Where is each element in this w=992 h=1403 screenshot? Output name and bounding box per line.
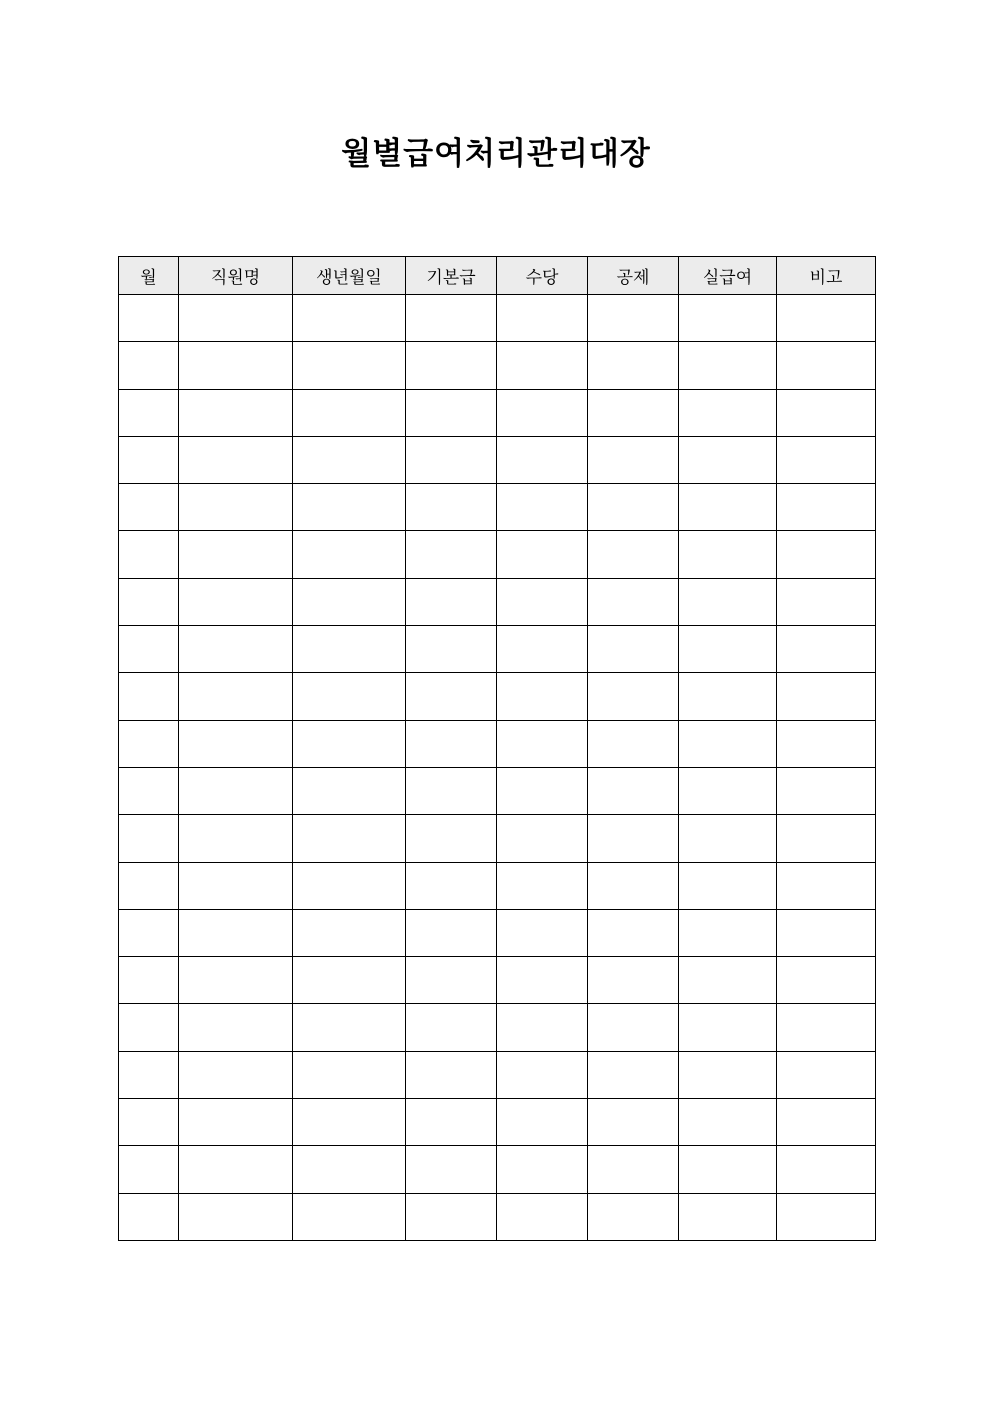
cell-birth-date[interactable] bbox=[293, 909, 406, 956]
cell-employee-name[interactable] bbox=[179, 531, 293, 578]
cell-remarks[interactable] bbox=[777, 1146, 876, 1193]
cell-allowance[interactable] bbox=[497, 862, 588, 909]
cell-birth-date[interactable] bbox=[293, 1193, 406, 1240]
header-birth-date: 생년월일 bbox=[293, 257, 406, 295]
cell-base-pay[interactable] bbox=[406, 626, 497, 673]
cell-deduction[interactable] bbox=[588, 484, 679, 531]
cell-allowance[interactable] bbox=[497, 1051, 588, 1098]
cell-base-pay[interactable] bbox=[406, 1051, 497, 1098]
cell-net-pay[interactable] bbox=[679, 484, 777, 531]
table-row bbox=[119, 957, 876, 1004]
cell-birth-date[interactable] bbox=[293, 484, 406, 531]
header-remarks: 비고 bbox=[777, 257, 876, 295]
cell-employee-name[interactable] bbox=[179, 342, 293, 389]
cell-birth-date[interactable] bbox=[293, 389, 406, 436]
cell-remarks[interactable] bbox=[777, 1193, 876, 1240]
cell-deduction[interactable] bbox=[588, 673, 679, 720]
cell-remarks[interactable] bbox=[777, 484, 876, 531]
header-allowance: 수당 bbox=[497, 257, 588, 295]
cell-deduction[interactable] bbox=[588, 1099, 679, 1146]
cell-month[interactable] bbox=[119, 815, 179, 862]
cell-employee-name[interactable] bbox=[179, 862, 293, 909]
cell-base-pay[interactable] bbox=[406, 767, 497, 814]
cell-deduction[interactable] bbox=[588, 389, 679, 436]
table-row bbox=[119, 1051, 876, 1098]
cell-birth-date[interactable] bbox=[293, 531, 406, 578]
header-month: 월 bbox=[119, 257, 179, 295]
cell-base-pay[interactable] bbox=[406, 1146, 497, 1193]
cell-remarks[interactable] bbox=[777, 1004, 876, 1051]
cell-deduction[interactable] bbox=[588, 436, 679, 483]
cell-remarks[interactable] bbox=[777, 767, 876, 814]
table-row bbox=[119, 1099, 876, 1146]
cell-remarks[interactable] bbox=[777, 1099, 876, 1146]
cell-employee-name[interactable] bbox=[179, 389, 293, 436]
cell-deduction[interactable] bbox=[588, 1146, 679, 1193]
cell-month[interactable] bbox=[119, 909, 179, 956]
cell-remarks[interactable] bbox=[777, 531, 876, 578]
cell-month[interactable] bbox=[119, 1099, 179, 1146]
table-body bbox=[119, 295, 876, 1241]
cell-month[interactable] bbox=[119, 436, 179, 483]
cell-base-pay[interactable] bbox=[406, 342, 497, 389]
table-row bbox=[119, 1146, 876, 1193]
cell-remarks[interactable] bbox=[777, 342, 876, 389]
cell-employee-name[interactable] bbox=[179, 626, 293, 673]
cell-net-pay[interactable] bbox=[679, 531, 777, 578]
header-deduction: 공제 bbox=[588, 257, 679, 295]
table-row bbox=[119, 436, 876, 483]
cell-net-pay[interactable] bbox=[679, 862, 777, 909]
cell-birth-date[interactable] bbox=[293, 957, 406, 1004]
cell-net-pay[interactable] bbox=[679, 815, 777, 862]
header-employee-name: 직원명 bbox=[179, 257, 293, 295]
cell-allowance[interactable] bbox=[497, 720, 588, 767]
cell-base-pay[interactable] bbox=[406, 957, 497, 1004]
cell-deduction[interactable] bbox=[588, 862, 679, 909]
cell-allowance[interactable] bbox=[497, 957, 588, 1004]
cell-net-pay[interactable] bbox=[679, 436, 777, 483]
cell-base-pay[interactable] bbox=[406, 909, 497, 956]
cell-birth-date[interactable] bbox=[293, 626, 406, 673]
cell-remarks[interactable] bbox=[777, 578, 876, 625]
cell-net-pay[interactable] bbox=[679, 1051, 777, 1098]
table-row bbox=[119, 1193, 876, 1240]
cell-birth-date[interactable] bbox=[293, 720, 406, 767]
cell-employee-name[interactable] bbox=[179, 484, 293, 531]
table-row bbox=[119, 342, 876, 389]
cell-net-pay[interactable] bbox=[679, 909, 777, 956]
cell-employee-name[interactable] bbox=[179, 436, 293, 483]
cell-deduction[interactable] bbox=[588, 957, 679, 1004]
cell-allowance[interactable] bbox=[497, 767, 588, 814]
cell-net-pay[interactable] bbox=[679, 342, 777, 389]
cell-net-pay[interactable] bbox=[679, 626, 777, 673]
cell-employee-name[interactable] bbox=[179, 957, 293, 1004]
cell-net-pay[interactable] bbox=[679, 578, 777, 625]
cell-deduction[interactable] bbox=[588, 1051, 679, 1098]
header-base-pay: 기본급 bbox=[406, 257, 497, 295]
cell-month[interactable] bbox=[119, 626, 179, 673]
cell-remarks[interactable] bbox=[777, 295, 876, 342]
table-row bbox=[119, 720, 876, 767]
cell-base-pay[interactable] bbox=[406, 436, 497, 483]
cell-deduction[interactable] bbox=[588, 626, 679, 673]
cell-month[interactable] bbox=[119, 957, 179, 1004]
cell-remarks[interactable] bbox=[777, 957, 876, 1004]
cell-base-pay[interactable] bbox=[406, 1193, 497, 1240]
table-row bbox=[119, 1004, 876, 1051]
cell-net-pay[interactable] bbox=[679, 1099, 777, 1146]
table-row bbox=[119, 862, 876, 909]
page-title: 월별급여처리관리대장 bbox=[341, 136, 651, 172]
payroll-ledger-table bbox=[118, 256, 876, 1241]
cell-remarks[interactable] bbox=[777, 862, 876, 909]
cell-allowance[interactable] bbox=[497, 1146, 588, 1193]
cell-month[interactable] bbox=[119, 531, 179, 578]
cell-net-pay[interactable] bbox=[679, 1193, 777, 1240]
cell-remarks[interactable] bbox=[777, 720, 876, 767]
cell-base-pay[interactable] bbox=[406, 673, 497, 720]
cell-net-pay[interactable] bbox=[679, 767, 777, 814]
cell-allowance[interactable] bbox=[497, 484, 588, 531]
header-net-pay: 실급여 bbox=[679, 257, 777, 295]
cell-employee-name[interactable] bbox=[179, 1099, 293, 1146]
cell-employee-name[interactable] bbox=[179, 673, 293, 720]
cell-remarks[interactable] bbox=[777, 626, 876, 673]
cell-allowance[interactable] bbox=[497, 531, 588, 578]
cell-net-pay[interactable] bbox=[679, 957, 777, 1004]
cell-employee-name[interactable] bbox=[179, 909, 293, 956]
cell-month[interactable] bbox=[119, 1146, 179, 1193]
table-row bbox=[119, 673, 876, 720]
cell-allowance[interactable] bbox=[497, 673, 588, 720]
cell-base-pay[interactable] bbox=[406, 389, 497, 436]
cell-employee-name[interactable] bbox=[179, 1051, 293, 1098]
cell-deduction[interactable] bbox=[588, 767, 679, 814]
cell-deduction[interactable] bbox=[588, 578, 679, 625]
cell-employee-name[interactable] bbox=[179, 295, 293, 342]
cell-base-pay[interactable] bbox=[406, 720, 497, 767]
cell-allowance[interactable] bbox=[497, 815, 588, 862]
cell-base-pay[interactable] bbox=[406, 531, 497, 578]
cell-remarks[interactable] bbox=[777, 815, 876, 862]
cell-month[interactable] bbox=[119, 295, 179, 342]
cell-remarks[interactable] bbox=[777, 389, 876, 436]
cell-remarks[interactable] bbox=[777, 1051, 876, 1098]
cell-birth-date[interactable] bbox=[293, 1051, 406, 1098]
cell-employee-name[interactable] bbox=[179, 1004, 293, 1051]
cell-month[interactable] bbox=[119, 1051, 179, 1098]
cell-employee-name[interactable] bbox=[179, 1146, 293, 1193]
cell-base-pay[interactable] bbox=[406, 484, 497, 531]
table-row bbox=[119, 389, 876, 436]
cell-deduction[interactable] bbox=[588, 1193, 679, 1240]
cell-deduction[interactable] bbox=[588, 909, 679, 956]
cell-employee-name[interactable] bbox=[179, 767, 293, 814]
cell-birth-date[interactable] bbox=[293, 673, 406, 720]
cell-employee-name[interactable] bbox=[179, 720, 293, 767]
cell-birth-date[interactable] bbox=[293, 862, 406, 909]
table-row bbox=[119, 531, 876, 578]
cell-birth-date[interactable] bbox=[293, 295, 406, 342]
cell-net-pay[interactable] bbox=[679, 673, 777, 720]
table-row bbox=[119, 909, 876, 956]
cell-birth-date[interactable] bbox=[293, 1099, 406, 1146]
cell-remarks[interactable] bbox=[777, 909, 876, 956]
cell-allowance[interactable] bbox=[497, 1004, 588, 1051]
cell-birth-date[interactable] bbox=[293, 1004, 406, 1051]
cell-month[interactable] bbox=[119, 862, 179, 909]
cell-net-pay[interactable] bbox=[679, 389, 777, 436]
cell-month[interactable] bbox=[119, 578, 179, 625]
table-row bbox=[119, 626, 876, 673]
table-row bbox=[119, 578, 876, 625]
cell-allowance[interactable] bbox=[497, 626, 588, 673]
cell-allowance[interactable] bbox=[497, 909, 588, 956]
cell-deduction[interactable] bbox=[588, 720, 679, 767]
cell-allowance[interactable] bbox=[497, 1193, 588, 1240]
cell-base-pay[interactable] bbox=[406, 578, 497, 625]
cell-deduction[interactable] bbox=[588, 342, 679, 389]
cell-month[interactable] bbox=[119, 1004, 179, 1051]
cell-month[interactable] bbox=[119, 767, 179, 814]
cell-birth-date[interactable] bbox=[293, 342, 406, 389]
cell-allowance[interactable] bbox=[497, 436, 588, 483]
cell-birth-date[interactable] bbox=[293, 436, 406, 483]
table-header-row bbox=[119, 257, 876, 295]
cell-month[interactable] bbox=[119, 1193, 179, 1240]
table-row bbox=[119, 484, 876, 531]
cell-birth-date[interactable] bbox=[293, 767, 406, 814]
cell-allowance[interactable] bbox=[497, 295, 588, 342]
cell-deduction[interactable] bbox=[588, 1004, 679, 1051]
cell-employee-name[interactable] bbox=[179, 578, 293, 625]
cell-deduction[interactable] bbox=[588, 531, 679, 578]
cell-base-pay[interactable] bbox=[406, 1004, 497, 1051]
cell-month[interactable] bbox=[119, 484, 179, 531]
cell-month[interactable] bbox=[119, 673, 179, 720]
cell-base-pay[interactable] bbox=[406, 1099, 497, 1146]
cell-deduction[interactable] bbox=[588, 295, 679, 342]
cell-remarks[interactable] bbox=[777, 673, 876, 720]
cell-net-pay[interactable] bbox=[679, 720, 777, 767]
table-row bbox=[119, 767, 876, 814]
cell-month[interactable] bbox=[119, 720, 179, 767]
cell-allowance[interactable] bbox=[497, 578, 588, 625]
cell-allowance[interactable] bbox=[497, 342, 588, 389]
cell-employee-name[interactable] bbox=[179, 1193, 293, 1240]
cell-remarks[interactable] bbox=[777, 436, 876, 483]
cell-deduction[interactable] bbox=[588, 815, 679, 862]
cell-net-pay[interactable] bbox=[679, 1146, 777, 1193]
cell-net-pay[interactable] bbox=[679, 295, 777, 342]
cell-allowance[interactable] bbox=[497, 1099, 588, 1146]
cell-base-pay[interactable] bbox=[406, 295, 497, 342]
cell-base-pay[interactable] bbox=[406, 815, 497, 862]
table-row bbox=[119, 295, 876, 342]
cell-birth-date[interactable] bbox=[293, 578, 406, 625]
cell-base-pay[interactable] bbox=[406, 862, 497, 909]
cell-birth-date[interactable] bbox=[293, 1146, 406, 1193]
cell-month[interactable] bbox=[119, 389, 179, 436]
cell-employee-name[interactable] bbox=[179, 815, 293, 862]
cell-birth-date[interactable] bbox=[293, 815, 406, 862]
cell-month[interactable] bbox=[119, 342, 179, 389]
cell-net-pay[interactable] bbox=[679, 1004, 777, 1051]
table-row bbox=[119, 815, 876, 862]
cell-allowance[interactable] bbox=[497, 389, 588, 436]
